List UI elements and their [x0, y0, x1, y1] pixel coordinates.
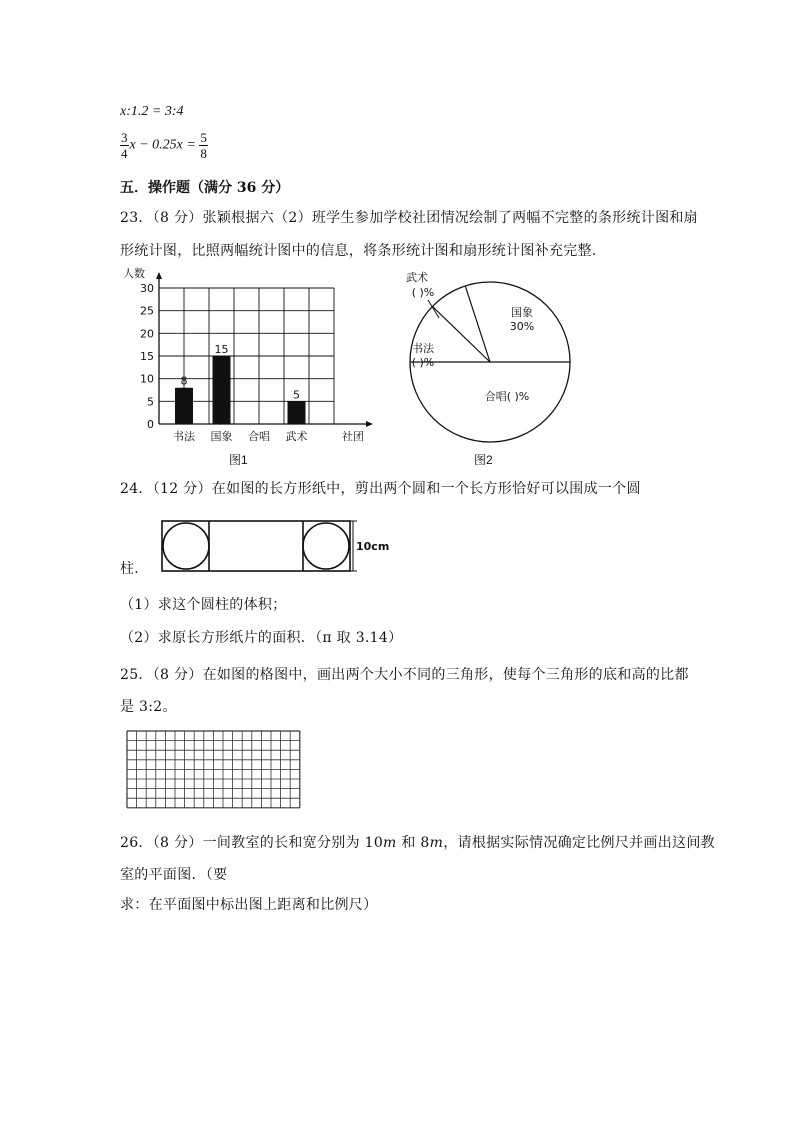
- equation-2: [120, 130, 209, 161]
- right-circle: [303, 523, 349, 569]
- pie-value-wushu: ( )%: [411, 286, 435, 299]
- bar-chart: [118, 264, 378, 444]
- paper-rectangle: [162, 521, 350, 571]
- y-tick-label: 0: [147, 418, 154, 431]
- bar-data-label: 8: [180, 374, 188, 388]
- q25-line2: 是 3:2。: [120, 699, 177, 715]
- q25-line1: 25．（8 分）在如图的格图中，画出两个大小不同的三角形，使每个三角形的底和高的比都: [120, 667, 689, 683]
- y-tick-label: 30: [140, 282, 154, 295]
- left-circle: [163, 523, 209, 569]
- x-tick-labels: [173, 429, 308, 443]
- x-tick-label: 书法: [173, 430, 195, 443]
- pie-value-guoxiang: 30%: [509, 320, 535, 333]
- q24-line1: 24．（12 分）在如图的长方形纸中，剪出两个圆和一个长方形恰好可以围成一个圆: [120, 481, 641, 497]
- rectangle-paper-figure: [160, 515, 390, 581]
- bar-国象: [213, 356, 231, 424]
- q24-sub1: （1）求这个圆柱的体积；: [120, 597, 287, 613]
- q26-line2: 室的平面图．（要: [120, 867, 228, 883]
- grid-paper: [126, 730, 306, 816]
- q23-line1: 23．（8 分）张颖根据六（2）班学生参加学校社团情况绘制了两幅不完整的条形统计图和扇: [120, 210, 698, 226]
- x-axis-arrow: [366, 421, 373, 427]
- y-tick-label: 25: [140, 304, 154, 318]
- bars: [175, 343, 306, 424]
- y-axis-label: 人数: [123, 267, 145, 280]
- pie-label-wushu: 武术: [406, 271, 428, 284]
- q26-line1: 26．（8 分）一间教室的长和宽分别为 10m 和 8m，请根据实际情况确定比例尺并画出这间教: [120, 835, 715, 851]
- bar-data-label: 15: [214, 343, 229, 356]
- y-tick-label: 15: [140, 350, 154, 363]
- y-axis-arrow: [156, 272, 162, 279]
- x-tick-label: 武术: [285, 430, 308, 443]
- x-axis-label: 社团: [342, 430, 364, 443]
- pie-label-shufa: 书法: [412, 342, 434, 355]
- figure1-caption: 图1: [229, 453, 248, 467]
- section-title: 五．操作题（满分 36 分）: [120, 180, 290, 196]
- grid-lines: [127, 731, 300, 808]
- q26-line3: 求：在平面图中标出图上距离和比例尺）: [120, 897, 378, 913]
- y-tick-label: 5: [147, 395, 154, 409]
- pie-value-shufa: ( )%: [411, 356, 435, 369]
- equation-1: x:1.2 = 3:4: [120, 104, 184, 119]
- figure2-caption: 图2: [474, 453, 493, 467]
- pie-chart: [395, 266, 585, 446]
- bar-书法: [175, 388, 193, 424]
- y-tick-labels: [140, 282, 154, 431]
- pie-label-hechang: 合唱( )%: [484, 390, 530, 403]
- q24-sub2: （2）求原长方形纸片的面积．（π 取 3.14）: [120, 630, 403, 646]
- equation-2-fraction-1: $\frac{3}{4}$: [121, 130, 128, 161]
- y-tick-label: 10: [140, 372, 154, 386]
- x-tick-label: 合唱: [248, 430, 270, 443]
- equation-2-fraction-2: $\frac{5}{8}$: [200, 130, 207, 161]
- y-tick-label: 20: [140, 327, 154, 341]
- dimension-label: 10cm: [356, 540, 390, 553]
- pie-label-guoxiang: 国象: [511, 306, 533, 319]
- equation-2-expression: x − 0.25x =: [129, 137, 196, 153]
- q23-line2: 形统计图，比照两幅统计图中的信息，将条形统计图和扇形统计图补充完整．: [120, 243, 607, 259]
- q24-line2: 柱．: [120, 561, 149, 577]
- bar-data-label: 5: [293, 388, 300, 402]
- bar-武术: [288, 401, 306, 424]
- x-tick-label: 国象: [210, 430, 233, 443]
